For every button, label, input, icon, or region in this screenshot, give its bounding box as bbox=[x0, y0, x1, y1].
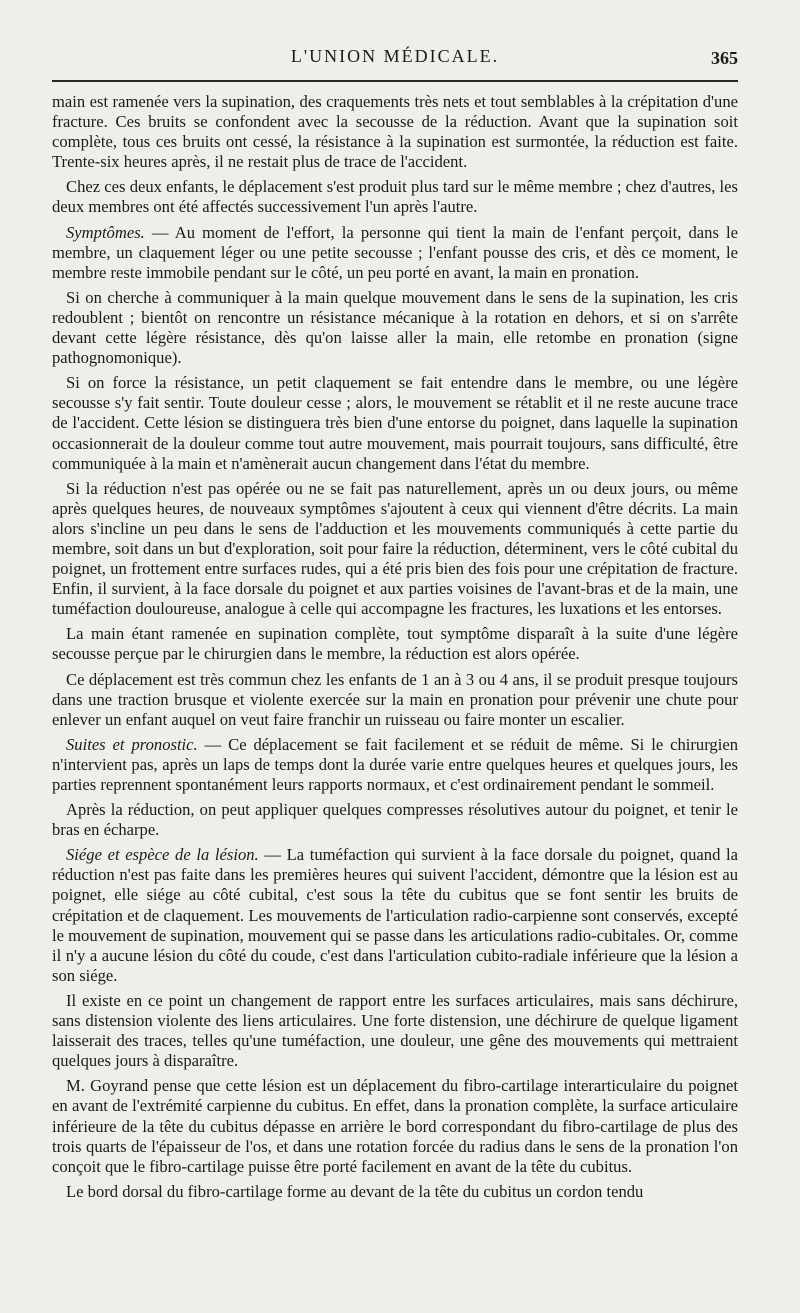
paragraph bbox=[52, 479, 738, 620]
section-heading: Suites et pronostic. bbox=[66, 734, 198, 754]
paragraph-text: Après la réduction, on peut appliquer quelques compresses résolutives autour du poignet, et tenir le bras en écharpe. bbox=[52, 800, 738, 840]
paragraph-text: M. Goyrand pense que cette lésion est un déplacement du fibro-cartilage interarticulaire du poignet en avant de l'extrémité carpienne du cubitus. En effet, dans la pronation complète, la surface articulaire inférieure de la tête du cubitus dépasse en arrière le bord correspondant du fibro-cartilage de plus des trois quarts de l'épaisseur de l'os, et dans une rotation forcée du radius dans le sens de la pronation l'on conçoit que le fibro-cartilage puisse être porté facilement en avant de la tête du cubitus. bbox=[52, 1076, 738, 1176]
paragraph-text: — Au moment de l'effort, la personne qui tient la main de l'enfant perçoit, dans le membre, un claquement léger ou une petite secousse ; l'enfant pousse des cris, et dès ce moment, le membre reste immobile pendant sur le côté, un peu porté en avant, la main en pronation. bbox=[52, 222, 738, 282]
paragraph-text: Si on cherche à communiquer à la main quelque mouvement dans le sens de la supination, les cris redoublent ; bientôt on rencontre un résistance mécanique à la rotation en dehors, et si on s'arrête devant cette légère résistance, dès qu'on laisse aller la main, elle retombe en pronation (signe pathognomonique). bbox=[52, 287, 738, 368]
paragraph bbox=[52, 991, 738, 1071]
paragraph-text: Chez ces deux enfants, le déplacement s'est produit plus tard sur le même membre ; chez d'autres, les deux membres ont été affectés successivement l'un après l'autre. bbox=[52, 177, 738, 217]
paragraph bbox=[52, 223, 738, 283]
page-number: 365 bbox=[711, 48, 738, 68]
paragraph bbox=[52, 1076, 738, 1176]
paragraph-text: main est ramenée vers la supination, des craquements très nets et tout semblables à la crépitation d'une fracture. Ces bruits se confondent avec la secousse de la réduction. Avant que la supination soit complète, tous ces bruits ont cessé, la résistance à la supination est surmontée, la réduction est faite. Trente-six heures après, il ne restait plus de trace de l'accident. bbox=[52, 92, 738, 172]
paragraph-text: Il existe en ce point un changement de rapport entre les surfaces articulaires, mais sans déchirure, sans distension violente des liens articulaires. Une forte distension, une déchirure de quelque ligament laisserait des traces, telles qu'une tuméfaction, une douleur, une gêne des mouvements qui mettraient quelques jours à disparaître. bbox=[52, 990, 738, 1071]
article-body bbox=[52, 92, 738, 1202]
paragraph bbox=[52, 670, 738, 730]
paragraph bbox=[52, 1182, 738, 1202]
header-rule bbox=[52, 80, 738, 82]
paragraph bbox=[52, 845, 738, 986]
paragraph-text: La main étant ramenée en supination complète, tout symptôme disparaît à la suite d'une légère secousse perçue par le chirurgien dans le membre, la réduction est alors opérée. bbox=[52, 624, 738, 664]
paragraph-text: — La tuméfaction qui survient à la face dorsale du poignet, quand la réduction n'est pas faite dans les premières heures qui suivent l'accident, démontre que la lésion est au poignet, elle siége au côté cubital, c'est sous la tête du cubitus que se font sentir les bruits de crépitation et de claquement. Les mouvements de l'articulation radio-carpienne sont conservés, excepté le mouvement de supination, mouvement qui se passe dans les articulations radio-cubitales. Or, comme il n'y a aucune lésion du côté du coude, c'est dans l'articulation cubito-radiale inférieure que la lésion a son siége. bbox=[52, 845, 738, 985]
section-heading: Symptômes. bbox=[66, 222, 145, 242]
paragraph bbox=[52, 800, 738, 840]
paragraph-text: Si la réduction n'est pas opérée ou ne se fait pas naturellement, après un ou deux jours, ou même après quelques heures, de nouveaux symptômes s'ajoutent à ceux qui viennent d'être décrits. La main alors s'incline un peu dans le sens de l'adduction et les mouvements communiqués à cette partie du membre, soit dans un but d'exploration, soit pour faire la réduction, déterminent, vers le côté cubital du poignet, un frottement entre surfaces rudes, qui a été pris bien des fois pour une crépitation de fracture. Enfin, il survient, à la face dorsale du poignet et aux parties voisines de l'avant-bras et de la main, une tuméfaction douloureuse, analogue à celle qui accompagne les fractures, les luxations et les entorses. bbox=[52, 478, 738, 619]
paragraph bbox=[52, 373, 738, 473]
page-header bbox=[52, 46, 738, 80]
paragraph-text: Ce déplacement est très commun chez les enfants de 1 an à 3 ou 4 ans, il se produit presque toujours dans une traction brusque et violente exercée sur la main en pronation pour prévenir une chute pour enlever un enfant auquel on veut faire franchir un ruisseau ou faire monter un escalier. bbox=[52, 669, 738, 729]
running-title: L'UNION MÉDICALE. bbox=[290, 46, 500, 66]
paragraph bbox=[52, 177, 738, 217]
section-heading: Siége et espèce de la lésion. bbox=[66, 845, 259, 865]
paragraph-text: Si on force la résistance, un petit claquement se fait entendre dans le membre, ou une légère secousse s'y fait sentir. Toute douleur cesse ; alors, le mouvement se rétablit et il ne reste aucune trace de l'accident. Cette lésion se distinguera très bien d'une entorse du poignet, dans laquelle la supination occasionnerait de la douleur comme tout autre mouvement, mais pourrait toujours, sans difficulté, être communiquée à la main et n'amènerait aucun changement dans l'état du membre. bbox=[52, 373, 738, 473]
paragraph bbox=[52, 288, 738, 368]
paragraph-text: — Ce déplacement se fait facilement et se réduit de même. Si le chirurgien n'intervient pas, après un laps de temps dont la durée varie entre quelques heures et quelques jours, les parties reprennent spontanément leurs rapports normaux, et c'est ordinairement pendant le sommeil. bbox=[52, 734, 738, 794]
paragraph bbox=[52, 735, 738, 795]
paragraph bbox=[52, 92, 738, 172]
paragraph bbox=[52, 624, 738, 664]
paragraph-text: Le bord dorsal du fibro-cartilage forme au devant de la tête du cubitus un cordon tendu bbox=[66, 1181, 644, 1201]
